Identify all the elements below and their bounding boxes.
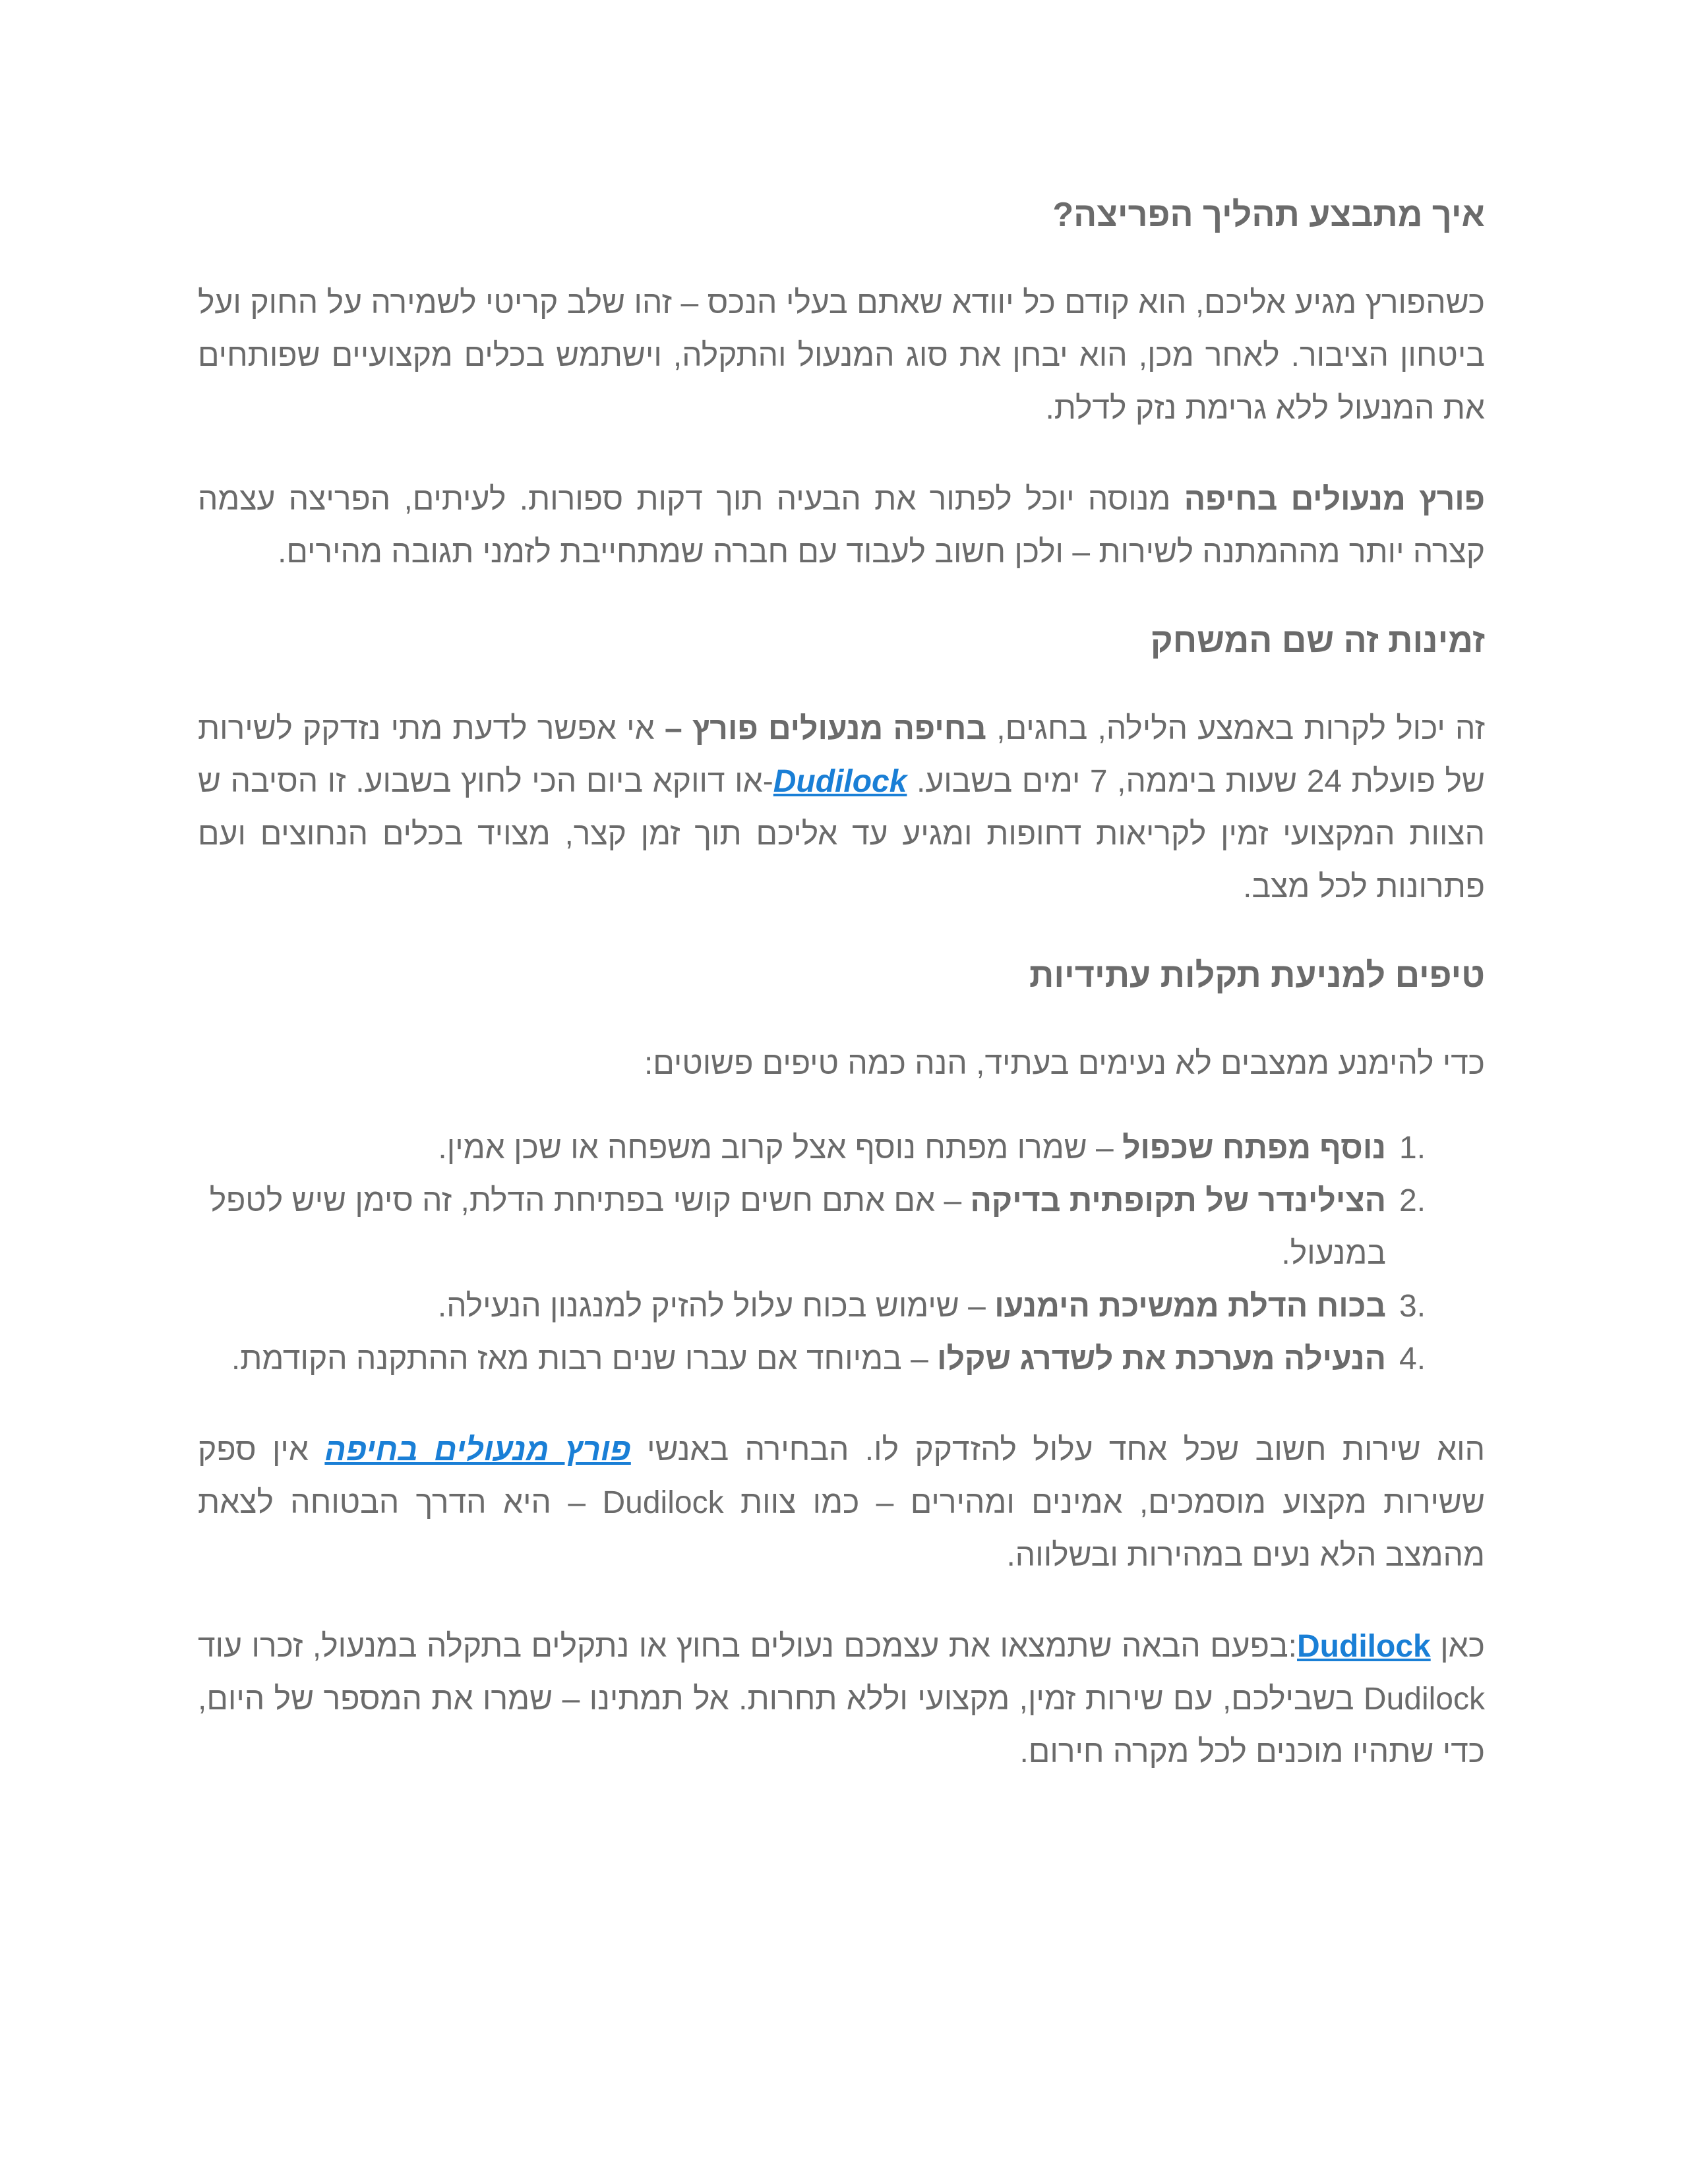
bold-haifa-locksmith: בחיפה מנעולים פורץ – bbox=[664, 711, 987, 746]
list-number: 2. bbox=[1399, 1183, 1426, 1218]
paragraph-text: הוא שירות חשוב שכל אחד עלול להזדקק לו. הבחירה באנשי bbox=[630, 1432, 1485, 1467]
list-item-bold: נוסף מפתח שכפול bbox=[1122, 1131, 1386, 1166]
bold-locksmith-haifa: פורץ מנעולים בחיפה bbox=[1184, 482, 1486, 517]
paragraph-text: :בפעם הבאה שתמצאו את עצמכם נעולים בחוץ או נתקלים בתקלה במנעול, זכרו עוד Dudilock בשבילכם, עם שירות זמין, מקצועי וללא תחרות. אל תמתינו – שמרו את המספר של היום, כדי שתהיו מוכנים לכל מקרה חירום. bbox=[198, 1629, 1485, 1769]
paragraph-text: מנוסה יוכל לפתור את הבעיה תוך דקות ספורות. לעיתים, הפריצה עצמה קצרה יותר מההמתנה לשירות – ולכן חשוב לעבוד עם חברה שמתחייבת לזמני תגובה מהירים. bbox=[198, 482, 1485, 570]
list-number: 1. bbox=[1399, 1131, 1426, 1166]
list-item-text: – במיוחד אם עברו שנים רבות מאז ההתקנה הקודמת. bbox=[231, 1342, 938, 1376]
section-heading-tips: טיפים למניעת תקלות עתידיות bbox=[1029, 957, 1485, 995]
article-body bbox=[198, 191, 1485, 1779]
section-heading-break-in-process: איך מתבצע תהליך הפריצה? bbox=[1052, 196, 1485, 234]
dudilock-cta-link[interactable]: Dudilock bbox=[1297, 1629, 1431, 1664]
list-item-text: – אם אתם חשים קושי בפתיחת הדלת, זה סימן שיש לטפל במנעול. bbox=[209, 1183, 1386, 1271]
paragraph-experienced-locksmith bbox=[198, 473, 1485, 579]
paragraph-text: -או דווקא ביום הכי לחוץ בשבוע. זו הסיבה ש הצוות המקצועי זמין לקריאות דחופות ומגיע עד אליכם תוך זמן קצר, מצויד בכלים הנחוצים ועם פתרונות לכל מצב. bbox=[198, 764, 1485, 904]
dudilock-link[interactable]: Dudilock bbox=[773, 764, 907, 799]
paragraph-break-in-process: כשהפורץ מגיע אליכם, הוא קודם כל יוודא שאתם בעלי הנכס – זהו שלב קריטי לשמירה על החוק ועל ביטחון הציבור. לאחר מכן, הוא יבחן את סוג המנעול והתקלה, וישתמש בכלים מקצועיים שפותחים את המנעול ללא גרימת נזק לדלת. bbox=[198, 285, 1485, 426]
list-item-bold: הצילינדר של תקופתית בדיקה bbox=[970, 1183, 1386, 1218]
list-item-text: – שימוש בכוח עלול להזיק למנגנון הנעילה. bbox=[437, 1289, 995, 1324]
list-item-text: – שמרו מפתח נוסף אצל קרוב משפחה או שכן אמין. bbox=[438, 1131, 1123, 1166]
list-number: 3. bbox=[1399, 1289, 1426, 1324]
paragraph-text: כאן bbox=[1430, 1629, 1486, 1664]
paragraph-conclusion bbox=[198, 1424, 1485, 1582]
list-item-bold: בכוח הדלת ממשיכת הימנעו bbox=[994, 1289, 1386, 1324]
list-item bbox=[198, 1122, 1485, 1175]
list-item bbox=[198, 1280, 1485, 1333]
section-heading-availability: זמינות זה שם המשחק bbox=[1150, 622, 1485, 660]
locksmith-haifa-link[interactable]: פורץ מנעולים בחיפה bbox=[324, 1432, 631, 1467]
paragraph-text: אין ספק ששירות מקצוע מוסמכים, אמינים ומהירים – כמו צוות Dudilock – היא הדרך הבטוחה לצאת מהמצב הלא נעים במהירות ובשלווה. bbox=[198, 1432, 1486, 1573]
list-number: 4. bbox=[1399, 1342, 1426, 1376]
list-item bbox=[198, 1175, 1485, 1280]
tips-intro: כדי להימנע ממצבים לא נעימים בעתיד, הנה כמה טיפים פשוטים: bbox=[644, 1046, 1485, 1081]
paragraph-text: זה יכול לקרות באמצע הלילה, בחגים, bbox=[986, 711, 1485, 746]
tips-list bbox=[198, 1122, 1485, 1386]
list-item bbox=[198, 1333, 1485, 1386]
paragraph-call-to-action bbox=[198, 1620, 1485, 1779]
list-item-bold: הנעילה מערכת את לשדרג שקלו bbox=[937, 1342, 1386, 1376]
paragraph-text: אי אפשר לדעת מתי נזדקק לשירות של פועלת 24 שעות ביממה, 7 ימים בשבוע. bbox=[198, 711, 1485, 799]
paragraph-availability bbox=[198, 703, 1485, 914]
